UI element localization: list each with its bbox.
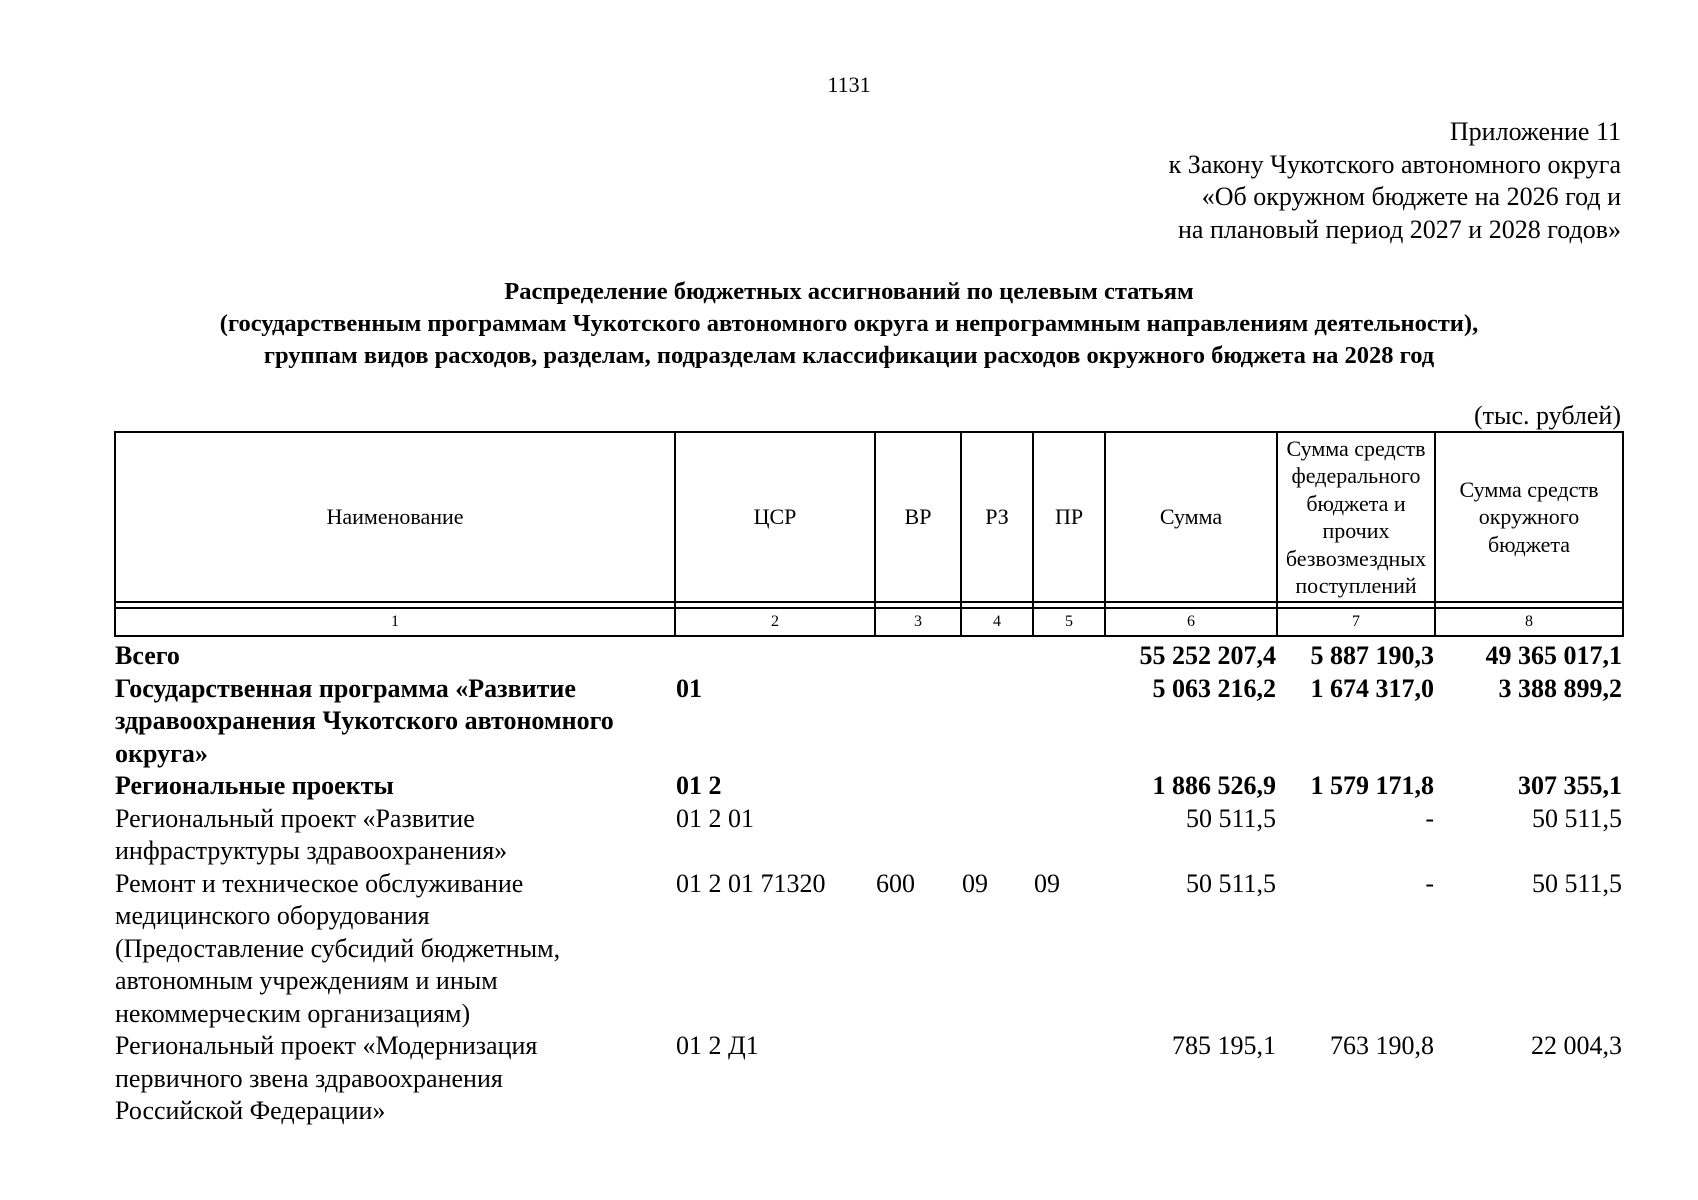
row-sum: 50 511,5 [1185,803,1276,833]
units-label: (тыс. рублей) [1473,401,1621,430]
column-number: 2 [675,608,875,636]
header-line: безвозмездных [1285,545,1427,571]
document-title [0,276,1698,372]
row-name-line: Государственная программа «Развитие [115,673,576,703]
row-vr [874,803,960,868]
row-name-line: Региональный проект «Модернизация [115,1031,538,1060]
row-vr [874,1030,960,1128]
row-name-line: округа» [115,738,208,768]
row-csr: 01 2 01 71320 [676,868,826,898]
row-okrug-sum: 49 365 017,1 [1485,641,1622,670]
table-row [114,1030,1622,1128]
table-row [114,770,1622,803]
column-number: 7 [1277,608,1435,636]
table-row [114,803,1622,868]
row-csr: 01 2 01 [676,803,754,833]
row-name-line: Российской Федерации» [115,1096,386,1125]
header-csr: ЦСР [675,432,875,602]
row-name-line: (Предоставление субсидий бюджетным, [115,933,561,963]
row-name-line: здравоохранения Чукотского автономного [115,706,614,735]
header-line: Сумма средств [1459,476,1599,502]
row-name [114,868,674,1031]
row-csr: 01 2 Д1 [676,1031,759,1060]
column-number: 3 [875,608,961,636]
header-name: Наименование [115,432,675,602]
column-number: 6 [1105,608,1277,636]
column-number: 8 [1435,608,1623,636]
header-pr: ПР [1033,432,1105,602]
appendix-header [1169,116,1621,246]
header-line: бюджета и [1306,490,1406,516]
title-line: группам видов расходов, разделам, подразделам классификации расходов окружного бюджета на 2028 год [263,342,1435,369]
appendix-line: на плановый период 2027 и 2028 годов» [1178,214,1621,244]
row-pr [1032,803,1104,868]
row-name [114,673,674,771]
row-name-line: Ремонт и техническое обслуживание [115,868,524,898]
row-name-line: некоммерческим организациям) [115,998,471,1028]
budget-table-header [114,431,1624,637]
row-csr: 01 [676,673,702,703]
row-vr [874,640,960,673]
row-sum: 55 252 207,4 [1139,641,1276,670]
page-number: 1131 [827,72,871,97]
row-rz [960,803,1032,868]
row-okrug-sum: 50 511,5 [1531,868,1622,898]
row-name [114,1030,674,1128]
row-name [114,770,674,803]
row-name-line: Региональные проекты [115,771,394,800]
row-sum: 1 886 526,9 [1152,771,1276,800]
appendix-line: к Закону Чукотского автономного округа [1168,149,1621,179]
row-okrug-sum: 50 511,5 [1531,803,1622,833]
row-pr [1032,1030,1104,1128]
row-sum: 5 063 216,2 [1152,673,1276,703]
header-line: Сумма средств [1286,435,1426,461]
header-federal-sum [1277,432,1435,602]
row-federal-sum: 5 887 190,3 [1310,641,1434,670]
column-number: 5 [1033,608,1105,636]
row-pr [1032,770,1104,803]
header-rz: РЗ [961,432,1033,602]
row-pr [1032,640,1104,673]
row-name-line: инфраструктуры здравоохранения» [115,836,508,865]
budget-table-body [114,640,1622,1128]
table-row [114,640,1622,673]
row-vr: 600 [876,868,915,898]
row-rz [960,770,1032,803]
row-name-line: автономным учреждениям и иным [115,966,498,995]
row-okrug-sum: 22 004,3 [1531,1031,1622,1060]
row-name-line: первичного звена здравоохранения [115,1063,503,1093]
column-number: 4 [961,608,1033,636]
row-federal-sum: - [1425,868,1434,898]
row-name-line: медицинского оборудования [115,901,430,930]
row-sum: 785 195,1 [1172,1031,1276,1060]
row-pr: 09 [1034,868,1060,898]
header-okrug-sum [1435,432,1623,602]
row-name-line: Региональный проект «Развитие [115,803,475,833]
row-rz: 09 [962,868,988,898]
row-federal-sum: 1 674 317,0 [1310,673,1434,703]
header-line: федерального [1291,463,1421,488]
row-vr [874,673,960,771]
table-row [114,673,1622,771]
appendix-line: Приложение 11 [1449,117,1621,146]
row-name [114,640,674,673]
header-line: бюджета [1487,531,1571,557]
row-federal-sum: 1 579 171,8 [1310,771,1434,800]
row-federal-sum: 763 190,8 [1330,1031,1434,1060]
header-line: прочих [1322,518,1390,543]
row-okrug-sum: 3 388 899,2 [1498,673,1622,703]
row-okrug-sum: 307 355,1 [1518,771,1622,800]
header-line: окружного [1478,504,1580,530]
row-csr: 01 2 [676,771,722,800]
row-vr [874,770,960,803]
row-federal-sum: - [1425,803,1434,833]
row-rz [960,640,1032,673]
row-sum: 50 511,5 [1185,868,1276,898]
header-sum: Сумма [1105,432,1277,602]
row-name-line: Всего [115,641,180,670]
header-line: поступлений [1295,573,1417,598]
row-csr [674,640,874,673]
title-line: Распределение бюджетных ассигнований по целевым статьям [504,278,1194,305]
column-number: 1 [115,608,675,636]
row-rz [960,673,1032,771]
header-vr: ВР [875,432,961,602]
table-row [114,868,1622,1031]
row-rz [960,1030,1032,1128]
appendix-line: «Об окружном бюджете на 2026 год и [1201,182,1621,211]
title-line: (государственным программам Чукотского автономного округа и непрограммным направлениям деятельности), [219,310,1479,337]
row-pr [1032,673,1104,771]
row-name [114,803,674,868]
